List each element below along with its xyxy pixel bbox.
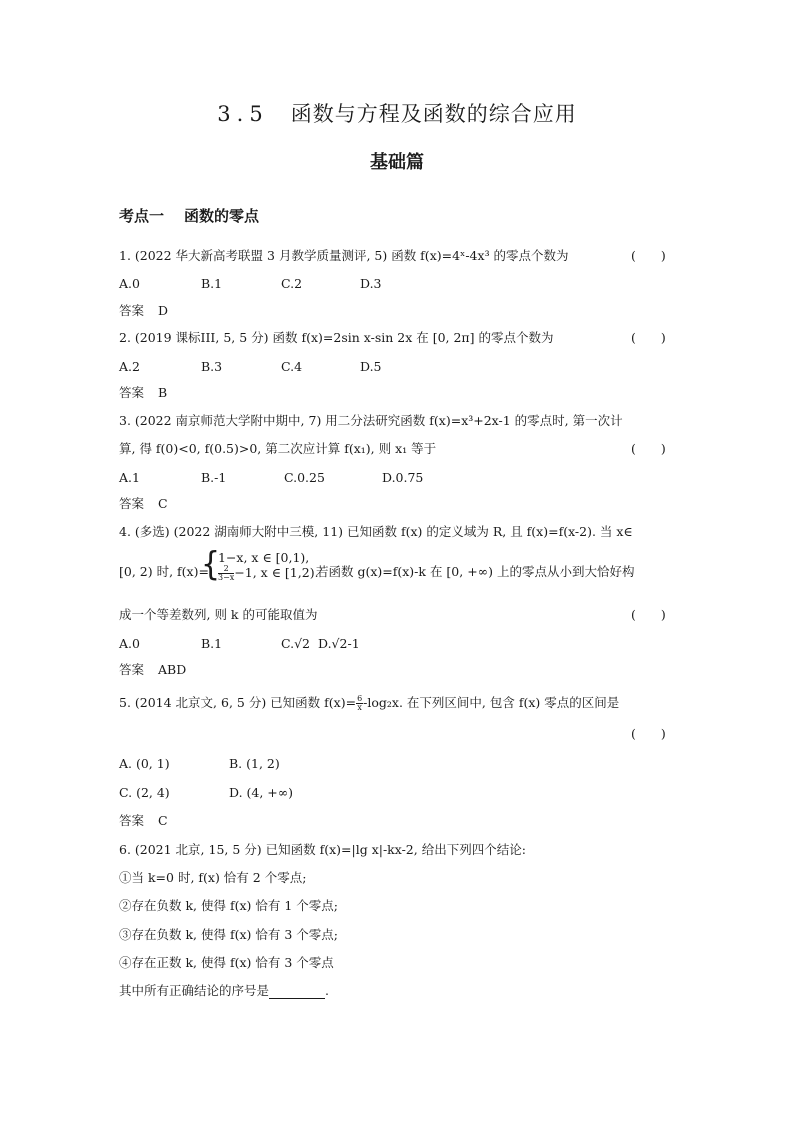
q1-option-a: A.0 [119,276,140,291]
q6-stem: 6. (2021 北京, 15, 5 分) 已知函数 f(x)=|lg x|-kx-2, 给出下列四个结论: [119,842,526,857]
section-name: 函数的零点 [184,207,260,225]
q4-stem-line3: 成一个等差数列, 则 k 的可能取值为 [119,607,318,622]
q4-stem-prefix: [0, 2) 时, f(x)= [119,564,209,579]
q3-option-d: D.0.75 [382,470,424,485]
q4-piece2-tail: −1, x ∈ [1,2). [234,565,319,580]
q6-final-suffix: . [325,983,329,998]
q1-option-c: C.2 [281,276,303,291]
section-label: 考点一 [119,207,165,225]
q1-stem: 1. (2022 华大新高考联盟 3 月教学质量测评, 5) 函数 f(x)=4ˣ-4x³ 的零点个数为 [119,248,569,263]
q5-answer-bracket: ( ) [631,726,666,741]
q6-answer-blank[interactable] [269,986,325,999]
q5-numerator: 6 [357,694,363,703]
q6-conclusion-4: ④存在正数 k, 使得 f(x) 恰有 3 个零点 [119,955,334,970]
q4-option-d: D.√2-1 [318,636,360,651]
q2-answer-bracket: ( ) [631,330,666,345]
answer-label: 答案 [119,662,145,677]
q4-piece2-denominator: 3−x [218,573,235,582]
q4-stem-line2-tail: 若函数 g(x)=f(x)-k 在 [0, +∞) 上的零点从小到大恰好构 [316,564,635,579]
q2-answer [119,385,167,401]
q3-option-a: A.1 [119,470,140,485]
piecewise-brace: { [201,545,221,584]
answer-label: 答案 [119,496,145,511]
q6-final-prompt [119,983,329,999]
page-title [0,98,794,128]
q5-denominator: x [357,703,362,712]
q3-answer-bracket: ( ) [631,441,666,456]
q6-conclusion-3: ③存在负数 k, 使得 f(x) 恰有 3 个零点; [119,927,338,942]
q1-answer-bracket: ( ) [631,248,666,263]
q3-stem-line1: 3. (2022 南京师范大学附中期中, 7) 用二分法研究函数 f(x)=x³+2x-1 的零点时, 第一次计 [119,413,623,428]
page-subtitle: 基础篇 [370,152,424,173]
q2-option-d: D.5 [360,359,382,374]
q5-stem [119,695,619,712]
q4-piece2-fraction [218,565,234,582]
q6-conclusion-1: ①当 k=0 时, f(x) 恰有 2 个零点; [119,870,307,885]
q5-answer [119,813,168,829]
q4-option-c: C.√2 [281,636,311,651]
q2-option-c: C.4 [281,359,303,374]
q4-piece2 [218,565,319,582]
q2-option-a: A.2 [119,359,140,374]
q3-answer-value: C [158,496,168,511]
q5-answer-value: C [158,813,168,828]
q5-option-a: A. (0, 1) [119,756,170,771]
q5-stem-suffix: -log₂x. 在下列区间中, 包含 f(x) 零点的区间是 [363,695,620,710]
q4-option-a: A.0 [119,636,140,651]
q5-option-d: D. (4, +∞) [229,785,294,800]
section-heading [119,205,259,226]
section-number: 3.5 [217,102,269,126]
q3-answer [119,496,168,512]
q2-stem: 2. (2019 课标III, 5, 5 分) 函数 f(x)=2sin x-sin 2x 在 [0, 2π] 的零点个数为 [119,330,554,345]
q5-stem-prefix: 5. (2014 北京文, 6, 5 分) 已知函数 f(x)= [119,695,357,710]
title-text: 函数与方程及函数的综合应用 [290,102,577,126]
answer-label: 答案 [119,303,145,318]
q4-answer [119,662,186,678]
q6-conclusion-2: ②存在负数 k, 使得 f(x) 恰有 1 个零点; [119,898,338,913]
q4-piece2-numerator: 2 [218,565,234,574]
q1-option-b: B.1 [201,276,223,291]
q5-option-c: C. (2, 4) [119,785,170,800]
q4-stem-line1: 4. (多选) (2022 湖南师大附中三模, 11) 已知函数 f(x) 的定义域为 R, 且 f(x)=f(x-2). 当 x∈ [119,524,633,539]
q3-option-b: B.-1 [201,470,227,485]
q2-option-b: B.3 [201,359,223,374]
answer-label: 答案 [119,385,145,400]
q3-stem-line2: 算, 得 f(0)<0, f(0.5)>0, 第二次应计算 f(x₁), 则 x₁ 等于 [119,441,437,456]
q1-option-d: D.3 [360,276,382,291]
q4-answer-bracket: ( ) [631,607,666,622]
answer-label: 答案 [119,813,145,828]
q6-final-prefix: 其中所有正确结论的序号是 [119,983,270,998]
q1-answer-value: D [158,303,169,318]
q4-option-b: B.1 [201,636,223,651]
q4-answer-value: ABD [158,662,187,677]
q1-answer [119,303,168,319]
q3-option-c: C.0.25 [284,470,325,485]
q2-answer-value: B [158,385,168,400]
q4-piece1: 1−x, x ∈ [0,1), [218,550,310,565]
q5-option-b: B. (1, 2) [229,756,280,771]
